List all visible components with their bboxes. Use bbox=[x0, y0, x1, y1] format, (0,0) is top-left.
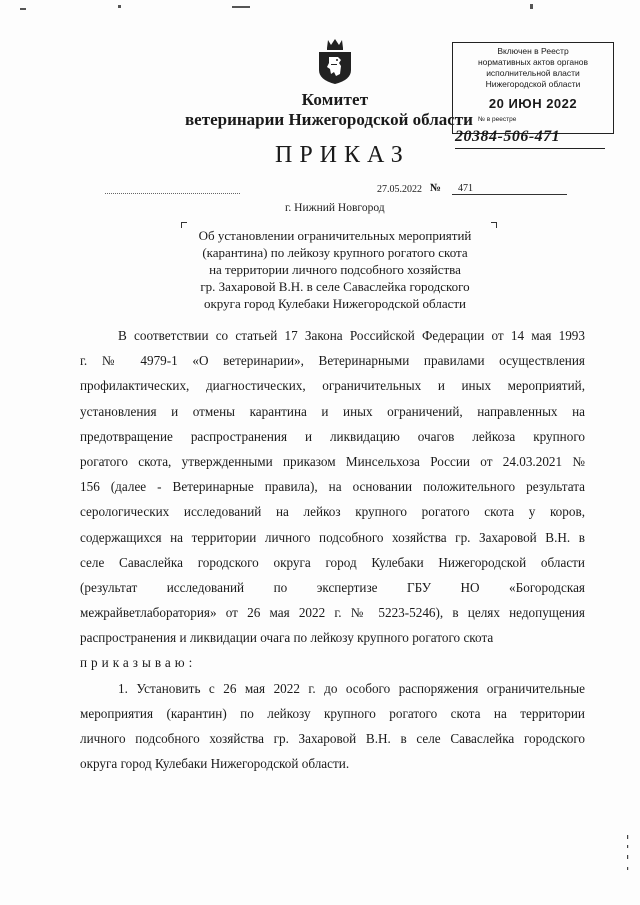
city-name: г. Нижний Новгород bbox=[285, 202, 385, 214]
subject-line: на территории личного подсобного хозяйства bbox=[209, 262, 461, 277]
body-line: предотвращение распространения и ликвидацию очагов лейкоза крупного bbox=[80, 428, 585, 444]
body-line: профилактических, диагностических, ограничительных и иных мероприятий, bbox=[80, 378, 585, 394]
org-name-line2: ветеринарии Нижегородской области bbox=[185, 110, 473, 129]
body-line: г. № 4979-1 «О ветеринарии», Ветеринарными правилами осуществления bbox=[80, 353, 585, 369]
stamp-registry-number: 20384-506-471 bbox=[455, 128, 561, 145]
stamp-registry-label: № в реестре bbox=[478, 116, 517, 123]
document-subject bbox=[155, 227, 515, 312]
stamp-underline bbox=[455, 148, 605, 149]
body-line: 156 (далее - Ветеринарные правила), на основании положительного результата bbox=[80, 479, 585, 495]
scan-speck bbox=[232, 6, 250, 8]
body-line: установления и отмены карантина и иных ограничений, направленных на bbox=[80, 403, 585, 419]
subject-line: округа город Кулебаки Нижегородской области bbox=[203, 296, 467, 311]
body-line: округа город Кулебаки Нижегородской области. bbox=[80, 756, 350, 772]
body-line: 1. Установить с 26 мая 2022 г. до особого распоряжения ограничительные bbox=[118, 680, 585, 696]
order-directive-word: приказываю: bbox=[80, 655, 197, 671]
number-label: № bbox=[430, 182, 442, 194]
body-line: (результат исследований по экспертизе ГБУ НО «Богородская bbox=[80, 579, 585, 595]
registry-stamp bbox=[452, 42, 614, 134]
scan-speck bbox=[118, 5, 121, 8]
coat-of-arms-icon bbox=[316, 36, 354, 86]
subject-line: гр. Захаровой В.Н. в селе Саваслейка городского bbox=[200, 279, 470, 294]
body-line: серологических исследований на лейкоз крупного рогатого скота у коров, bbox=[80, 504, 585, 520]
document-body bbox=[80, 323, 585, 776]
stamp-line: Нижегородской области bbox=[485, 79, 581, 89]
scan-margin-marks bbox=[626, 835, 629, 875]
date-blank-line bbox=[105, 193, 240, 194]
body-line: В соответствии со статьей 17 Закона Российской Федерации от 14 мая 1993 bbox=[118, 328, 585, 343]
subject-line: Об установлении ограничительных мероприятий bbox=[198, 228, 472, 243]
body-line: селе Саваслейка городского округа город Кулебаки Нижегородской области bbox=[80, 554, 585, 570]
scan-speck bbox=[530, 4, 533, 9]
body-line: содержащихся на территории личного подсобного хозяйства гр. Захаровой В.Н. в bbox=[80, 529, 585, 545]
scan-speck bbox=[20, 8, 26, 10]
document-date: 27.05.2022 bbox=[377, 184, 422, 195]
stamp-line: Включен в Реестр bbox=[497, 46, 569, 56]
document-type-title: ПРИКАЗ bbox=[275, 142, 410, 168]
stamp-line: нормативных актов органов bbox=[477, 57, 589, 67]
body-line: мероприятия (карантин) по лейкозу крупного рогатого скота на территории bbox=[80, 705, 585, 721]
body-line: рогатого скота, утвержденными приказом Минсельхоза России от 24.03.2021 № bbox=[80, 453, 585, 469]
body-line: распространения и ликвидации очага по лейкозу крупного рогатого скота bbox=[80, 630, 494, 646]
body-line: межрайветлаборатория» от 26 мая 2022 г. № 5223-5246), в целях недопущения bbox=[80, 605, 585, 621]
stamp-date: 20 ИЮН 2022 bbox=[488, 96, 578, 111]
org-name-line1: Комитет bbox=[301, 90, 369, 109]
document-number: 471 bbox=[452, 183, 567, 195]
subject-line: (карантина) по лейкозу крупного рогатого скота bbox=[202, 245, 468, 260]
body-line: личного подсобного хозяйства гр. Захаровой В.Н. в селе Саваслейка городского bbox=[80, 731, 585, 746]
stamp-line: исполнительной власти bbox=[486, 68, 580, 78]
